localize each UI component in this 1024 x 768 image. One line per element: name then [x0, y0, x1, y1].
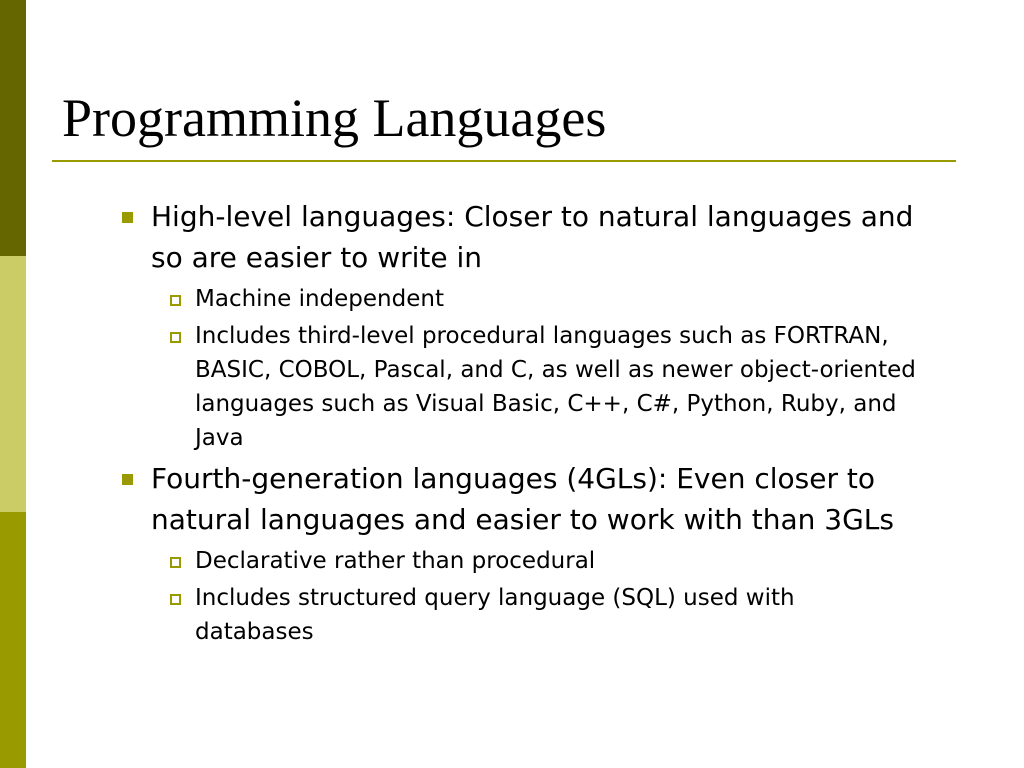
- sidebar-bar-middle: [0, 256, 26, 512]
- sub-bullet-text: Declarative rather than procedural: [195, 548, 596, 574]
- sidebar-bar-bottom: [0, 512, 26, 768]
- bullet-item: [118, 196, 918, 278]
- sub-bullet-text: Includes third-level procedural languages such as FORTRAN, BASIC, COBOL, Pascal, and C, as well as newer object-oriented languages such as Visual Basic, C++, C#, Python, Ruby, and Java: [195, 323, 916, 451]
- square-bullet-icon: [122, 474, 133, 485]
- hollow-square-bullet-icon: [170, 332, 181, 343]
- sub-bullet-text: Machine independent: [195, 286, 444, 312]
- sidebar-bar-top: [0, 0, 26, 256]
- square-bullet-icon: [122, 212, 133, 223]
- bullet-group: [118, 196, 918, 455]
- sub-bullet-item: [164, 282, 918, 316]
- hollow-square-bullet-icon: [170, 594, 181, 605]
- slide-title: Programming Languages: [62, 88, 607, 148]
- bullet-text: Fourth-generation languages (4GLs): Even closer to natural languages and easier to work with than 3GLs: [151, 462, 894, 536]
- title-divider: [52, 160, 956, 162]
- sub-bullet-text: Includes structured query language (SQL) used with databases: [195, 585, 795, 645]
- sub-bullet-item: [164, 581, 918, 649]
- sub-bullet-item: [164, 544, 918, 578]
- sub-bullet-list: [118, 544, 918, 649]
- bullet-text: High-level languages: Closer to natural languages and so are easier to write in: [151, 200, 914, 274]
- sub-bullet-list: [118, 282, 918, 455]
- sub-bullet-item: [164, 319, 918, 455]
- hollow-square-bullet-icon: [170, 295, 181, 306]
- hollow-square-bullet-icon: [170, 557, 181, 568]
- bullet-item: [118, 458, 918, 540]
- slide-body: [118, 196, 918, 652]
- bullet-group: [118, 458, 918, 649]
